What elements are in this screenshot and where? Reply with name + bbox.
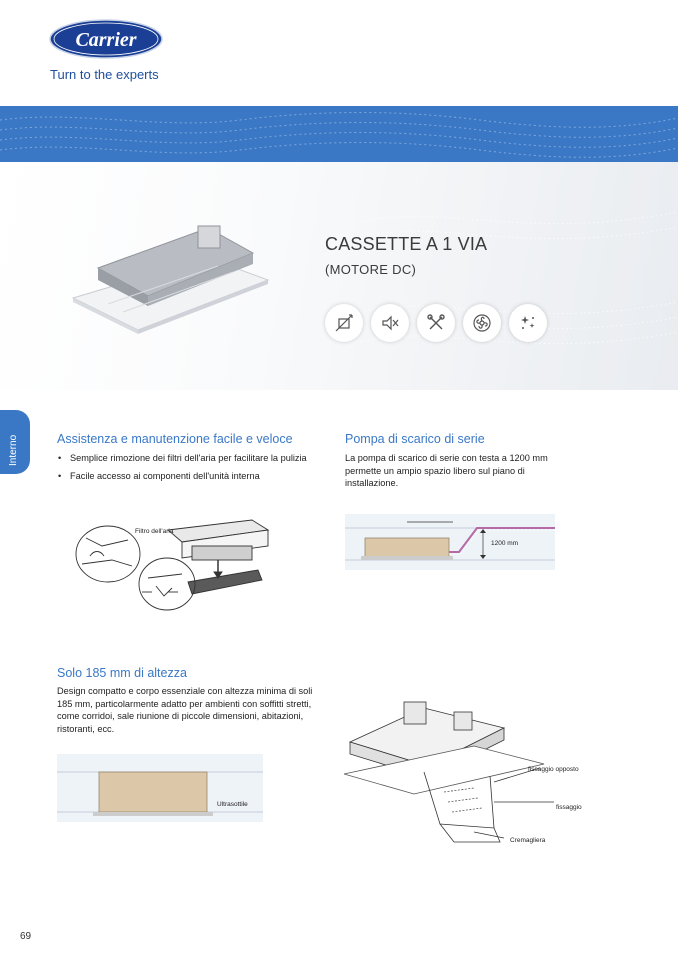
slim-height-figure xyxy=(57,754,263,822)
pump-heading: Pompa di scarico di serie xyxy=(345,432,485,446)
fan-icon xyxy=(463,304,501,342)
height-heading: Solo 185 mm di altezza xyxy=(57,666,187,680)
product-subtitle: (MOTORE DC) xyxy=(325,262,417,277)
height-text: Design compatto e corpo essenziale con altezza minima di soli 185 mm, particolarmente adatto per ambienti con soffitti stretti, come corridoi, sale riunione di piccole dimensioni, abitazioni, ristoranti, ecc. xyxy=(57,686,313,734)
cremagliera-label: Cremagliera xyxy=(510,837,546,844)
maintenance-bullet-1: • Semplice rimozione dei filtri dell'aria per facilitare la pulizia xyxy=(57,452,307,465)
cassette-product-image xyxy=(68,218,273,336)
fissaggio-label: fissaggio xyxy=(556,804,582,811)
ultrasottile-label: Ultrasottile xyxy=(217,801,248,808)
carrier-logo xyxy=(48,18,164,60)
maintenance-heading: Assistenza e manutenzione facile e veloce xyxy=(57,432,293,446)
maintenance-bullets xyxy=(57,452,307,487)
side-tab-label: Interno xyxy=(8,434,19,466)
tagline: Turn to the experts xyxy=(50,67,159,82)
filter-removal-figure xyxy=(72,516,272,616)
fissaggio-opposto-label: fissaggio opposto xyxy=(528,766,579,773)
drain-pump-figure xyxy=(345,514,555,570)
sparkle-icon xyxy=(509,304,547,342)
side-tab-interno xyxy=(0,410,30,474)
filter-label: Filtro dell'aria xyxy=(135,528,174,535)
installation-figure xyxy=(344,692,590,848)
tools-icon xyxy=(417,304,455,342)
silent-speaker-icon xyxy=(371,304,409,342)
pump-height-label: 1200 mm xyxy=(491,540,519,547)
page-number: 69 xyxy=(20,931,32,942)
maintenance-bullet-2: • Facile accesso ai componenti dell'unità interna xyxy=(57,470,307,483)
ceiling-slim-icon xyxy=(325,304,363,342)
decorative-blue-band xyxy=(0,106,678,162)
feature-icons xyxy=(325,304,547,342)
pump-text: La pompa di scarico di serie con testa a 1200 mm permette un ampio spazio libero sul piano di installazione. xyxy=(345,453,548,488)
product-title: CASSETTE A 1 VIA xyxy=(325,234,488,254)
logo-text: Carrier xyxy=(75,29,137,51)
